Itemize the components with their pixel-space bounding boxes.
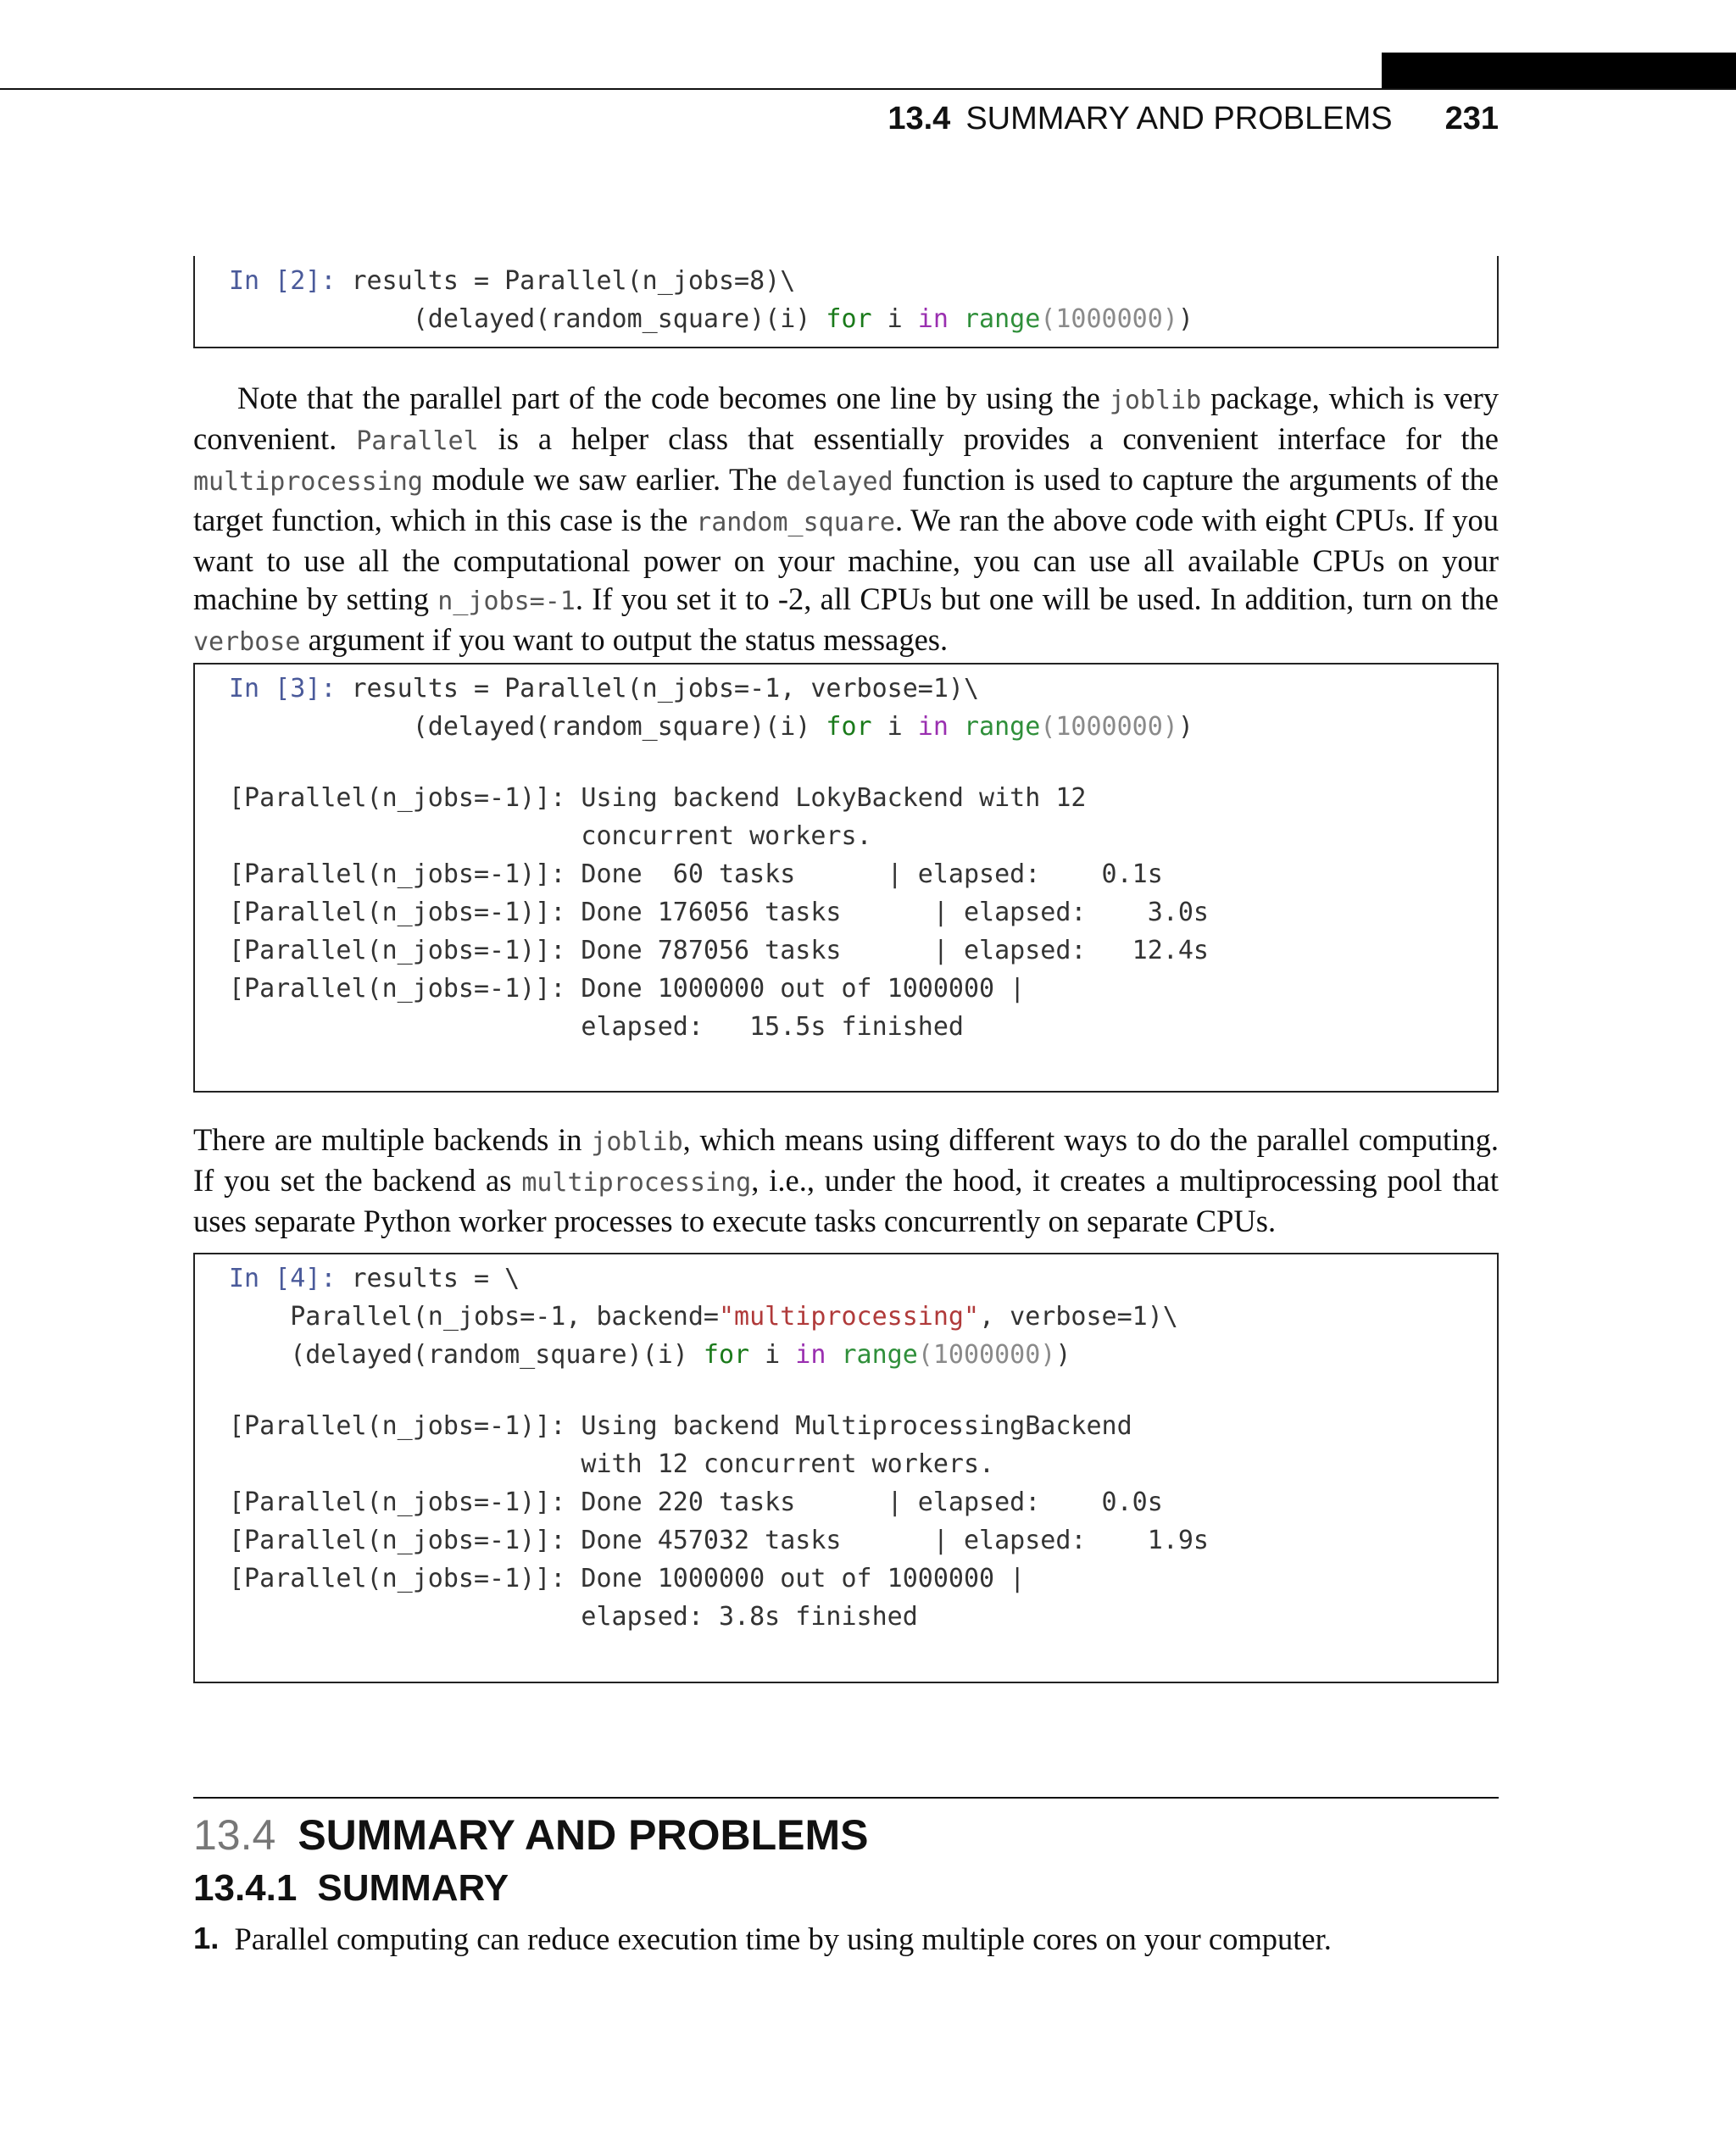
section-number: 13.4 bbox=[193, 1811, 276, 1859]
para-text: There are multiple backends in bbox=[193, 1122, 592, 1157]
para-text: , which means using different ways to do the parallel computing. If you set the backend as bbox=[193, 1122, 1500, 1198]
code-line bbox=[229, 262, 1497, 300]
body-paragraph-2 bbox=[193, 1121, 1499, 1240]
list-item-text: Parallel computing can reduce execution time by using multiple cores on your computer. bbox=[234, 1921, 1332, 1956]
inline-code: verbose bbox=[193, 627, 301, 657]
keyword-for: for bbox=[703, 1340, 750, 1370]
code-text: , verbose=1)\ bbox=[979, 1302, 1178, 1332]
subsection-heading bbox=[193, 1863, 509, 1914]
running-header bbox=[887, 93, 1499, 144]
output-line: [Parallel(n_jobs=-1)]: Using backend MultiprocessingBackend bbox=[229, 1411, 1132, 1441]
section-title: SUMMARY AND PROBLEMS bbox=[298, 1811, 869, 1859]
code-cell-4 bbox=[193, 1253, 1499, 1683]
subsection-title: SUMMARY bbox=[317, 1867, 509, 1909]
keyword-for: for bbox=[826, 712, 872, 742]
cell-prompt: In [3]: bbox=[229, 674, 337, 703]
para-text: is a helper class that essentially provides a convenient interface for the bbox=[478, 421, 1500, 456]
para-text: Note that the parallel part of the code becomes one line by using the bbox=[237, 381, 1110, 415]
para-text: module we saw earlier. The bbox=[422, 462, 787, 497]
summary-list-item bbox=[193, 1917, 1499, 1960]
header-tab-bar bbox=[1382, 53, 1736, 89]
para-text: argument if you want to output the status messages. bbox=[300, 622, 949, 657]
body-paragraph-1 bbox=[193, 379, 1499, 661]
code-cell-2 bbox=[193, 256, 1499, 348]
section-rule bbox=[193, 1797, 1499, 1799]
output-line: [Parallel(n_jobs=-1)]: Done 787056 tasks | elapsed: 12.4s bbox=[229, 936, 1209, 965]
output-line: [Parallel(n_jobs=-1)]: Done 60 tasks | elapsed: 0.1s bbox=[229, 859, 1163, 889]
list-item-number: 1. bbox=[193, 1921, 220, 1955]
output-line: [Parallel(n_jobs=-1)]: Done 220 tasks | elapsed: 0.0s bbox=[229, 1488, 1163, 1517]
para-text: function is used to capture the arguments of the target function, which in this case is the bbox=[193, 462, 1499, 537]
output-line: with 12 concurrent workers. bbox=[229, 1449, 995, 1479]
code-line bbox=[229, 300, 1497, 338]
para-text: , i.e., under the hood, it creates a multiprocessing pool that uses separate Python worker processes to execute tasks concurrently on separate CPUs. bbox=[193, 1163, 1499, 1238]
cell-prompt: In [2]: bbox=[229, 266, 337, 296]
code-text: ) bbox=[1177, 712, 1194, 742]
output-line: concurrent workers. bbox=[229, 821, 872, 851]
output-line: [Parallel(n_jobs=-1)]: Done 1000000 out of 1000000 | bbox=[229, 974, 1026, 1004]
cell-prompt: In [4]: bbox=[229, 1264, 337, 1293]
code-text: (delayed(random_square)(i) bbox=[229, 712, 826, 742]
para-text: . We ran the above code with eight CPUs. If you want to use all the computational power on your machine, you can use all available CPUs on your machine by setting bbox=[193, 503, 1499, 616]
code-text: (delayed(random_square)(i) bbox=[229, 1340, 704, 1370]
output-line: [Parallel(n_jobs=-1)]: Done 176056 tasks | elapsed: 3.0s bbox=[229, 898, 1209, 927]
section-heading bbox=[193, 1805, 869, 1865]
inline-code: random_square bbox=[696, 508, 895, 537]
number-literal: (1000000) bbox=[1040, 712, 1178, 742]
code-text: results = Parallel(n_jobs=-1, verbose=1)\ bbox=[336, 674, 980, 703]
header-section-number: 13.4 bbox=[887, 100, 951, 136]
builtin-range: range bbox=[963, 712, 1041, 742]
output-line: elapsed: 15.5s finished bbox=[229, 1012, 964, 1042]
code-text: results = Parallel(n_jobs=8)\ bbox=[336, 266, 796, 296]
para-text: . If you set it to -2, all CPUs but one will be used. In addition, turn on the bbox=[575, 581, 1499, 616]
code-text: i bbox=[749, 1340, 796, 1370]
code-line bbox=[229, 670, 1497, 708]
inline-code: n_jobs=-1 bbox=[437, 587, 576, 616]
inline-code: joblib bbox=[591, 1127, 683, 1157]
inline-code: multiprocessing bbox=[521, 1168, 752, 1198]
code-text: i bbox=[871, 712, 918, 742]
code-line bbox=[229, 1260, 1497, 1298]
inline-code: joblib bbox=[1109, 386, 1202, 415]
code-text: Parallel(n_jobs=-1, backend= bbox=[229, 1302, 719, 1332]
inline-code: multiprocessing bbox=[193, 467, 423, 497]
code-line bbox=[229, 1336, 1497, 1374]
code-text: results = \ bbox=[336, 1264, 520, 1293]
subsection-number: 13.4.1 bbox=[193, 1867, 298, 1909]
keyword-in: in bbox=[917, 304, 949, 334]
code-text: ) bbox=[1177, 304, 1194, 334]
code-line bbox=[229, 708, 1497, 746]
code-text: (delayed(random_square)(i) bbox=[229, 304, 826, 334]
keyword-in: in bbox=[795, 1340, 826, 1370]
code-cell-3 bbox=[193, 663, 1499, 1093]
page-number: 231 bbox=[1444, 100, 1499, 136]
output-line: elapsed: 3.8s finished bbox=[229, 1602, 918, 1632]
code-text: i bbox=[871, 304, 918, 334]
keyword-for: for bbox=[826, 304, 872, 334]
inline-code: Parallel bbox=[356, 426, 479, 456]
number-literal: (1000000) bbox=[917, 1340, 1056, 1370]
code-line bbox=[229, 1298, 1497, 1336]
builtin-range: range bbox=[963, 304, 1041, 334]
keyword-in: in bbox=[917, 712, 949, 742]
number-literal: (1000000) bbox=[1040, 304, 1178, 334]
inline-code: delayed bbox=[786, 467, 893, 497]
header-rule bbox=[0, 88, 1736, 90]
header-section-title: SUMMARY AND PROBLEMS bbox=[965, 100, 1393, 136]
output-line: [Parallel(n_jobs=-1)]: Using backend LokyBackend with 12 bbox=[229, 783, 1087, 813]
builtin-range: range bbox=[841, 1340, 918, 1370]
string-literal: "multiprocessing" bbox=[718, 1302, 980, 1332]
output-line: [Parallel(n_jobs=-1)]: Done 457032 tasks | elapsed: 1.9s bbox=[229, 1526, 1209, 1555]
para-text: package, which is very convenient. bbox=[193, 381, 1499, 456]
code-text: ) bbox=[1055, 1340, 1071, 1370]
output-line: [Parallel(n_jobs=-1)]: Done 1000000 out of 1000000 | bbox=[229, 1564, 1026, 1593]
